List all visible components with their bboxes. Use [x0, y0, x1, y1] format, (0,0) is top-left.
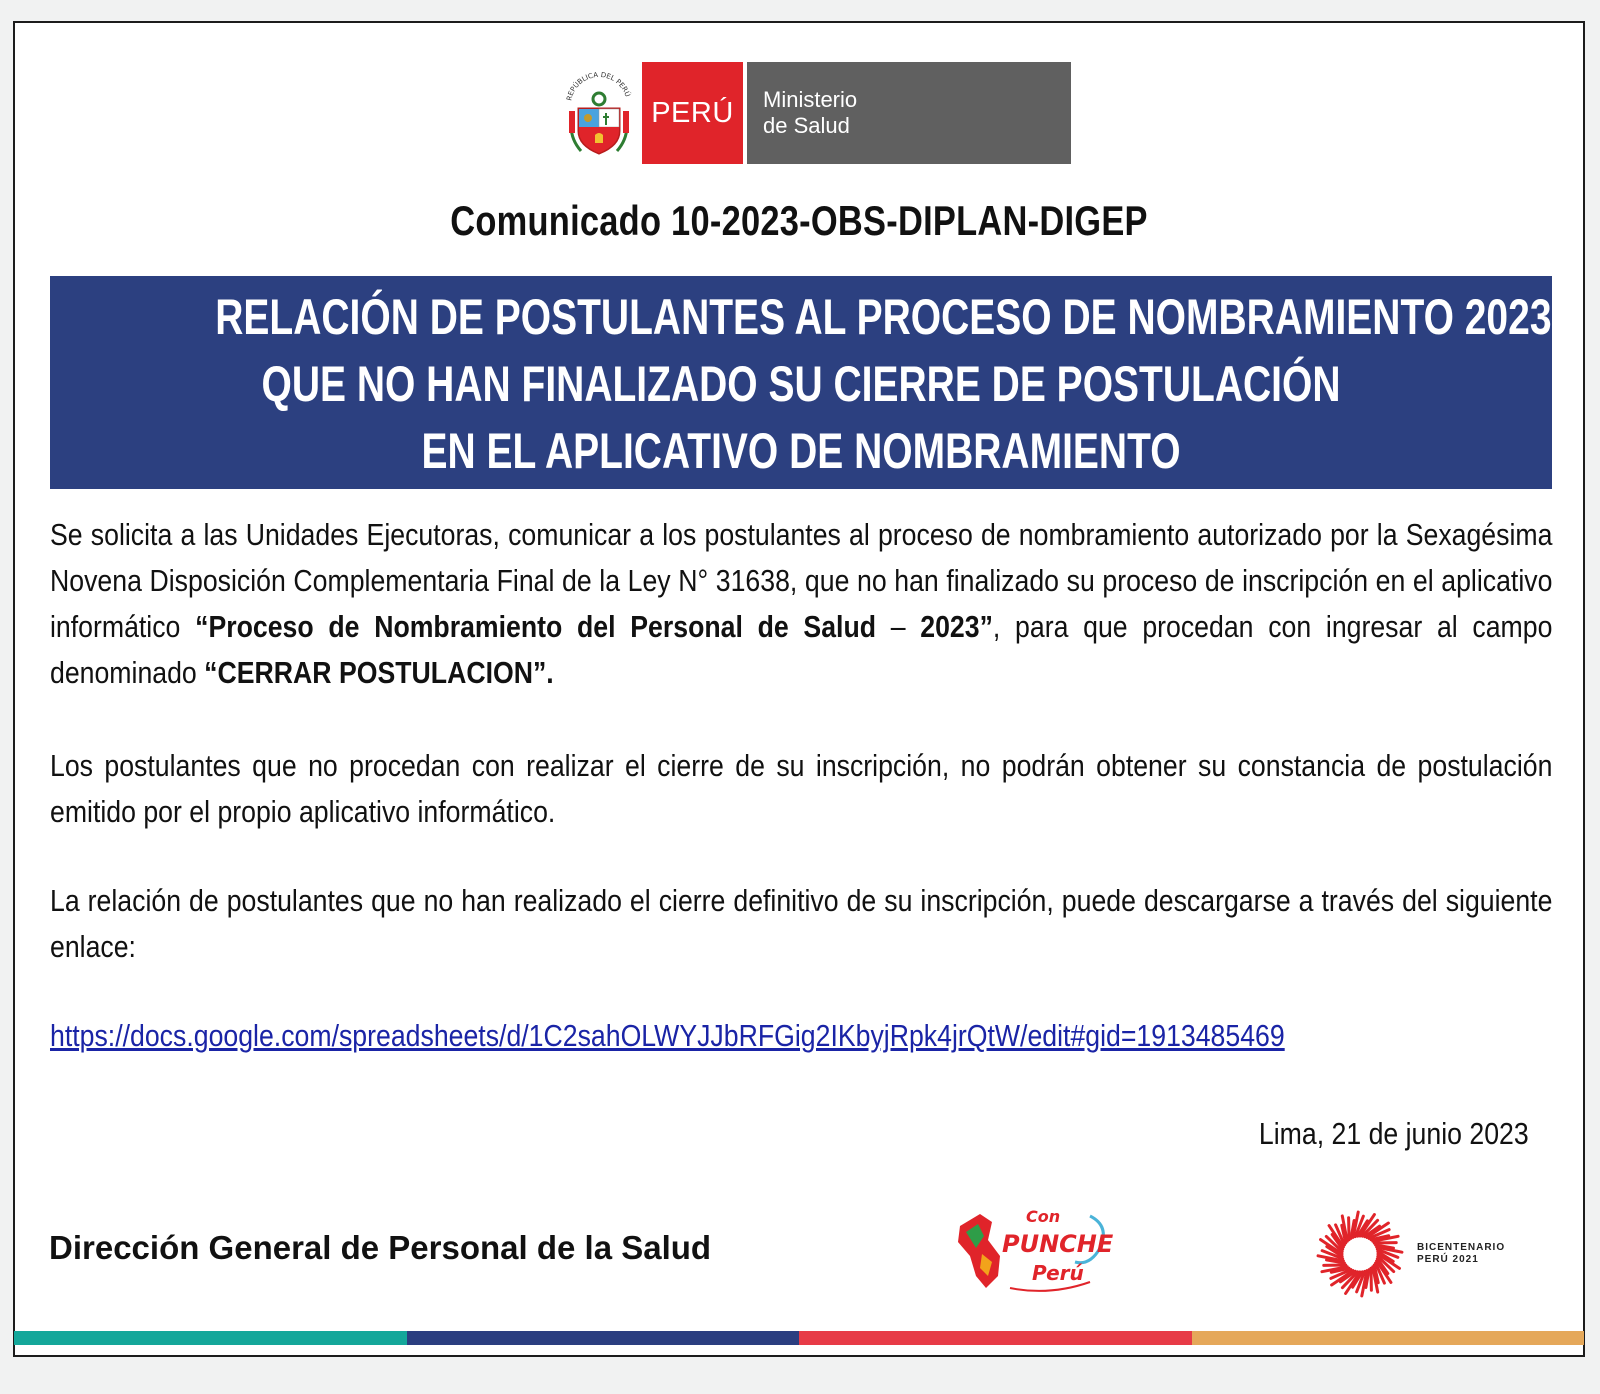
bicentenario-sun-icon: [1313, 1207, 1407, 1301]
paragraph-3: La relación de postulantes que no han realizado el cierre definitivo de su inscripción, puede descargarse a través del siguiente enlace:: [50, 883, 1553, 964]
bicentenario-line2: PERÚ 2021: [1417, 1254, 1479, 1265]
peru-label: PERÚ: [642, 62, 743, 164]
punche-con: Con: [1026, 1207, 1061, 1226]
ministry-line1: Ministerio: [763, 87, 858, 112]
svg-text:REPÚBLICA DEL PERÚ: REPÚBLICA DEL PERÚ: [565, 70, 632, 102]
ministry-label: [747, 62, 1071, 164]
banner-line3: EN EL APLICATIVO DE NOMBRAMIENTO: [421, 423, 1181, 479]
p1-text-b: , para que procedan con ingresar al campo denominado: [50, 609, 1553, 690]
ministry-line2: de Salud: [763, 113, 850, 138]
stripe-gold: [1192, 1331, 1585, 1345]
paragraph-2: Los postulantes que no procedan con realizar el cierre de su inscripción, no podrán obtener su constancia de postulación emitido por el propio aplicativo informático.: [50, 748, 1553, 829]
title-banner: [50, 276, 1552, 489]
color-stripe: [14, 1331, 1584, 1345]
con-punche-peru-logo: [940, 1196, 1120, 1306]
document-page: [13, 21, 1585, 1357]
p1-bold-a: “Proceso de Nombramiento del Personal de Salud: [195, 609, 877, 644]
minsa-header-logo: [556, 62, 1071, 164]
p1-bold-c: “CERRAR POSTULACION”.: [204, 655, 554, 690]
date-line: Lima, 21 de junio 2023: [1259, 1116, 1529, 1151]
spreadsheet-link[interactable]: https://docs.google.com/spreadsheets/d/1C2sahOLWYJJbRFGig2IKbyjRpk4jrQtW/edit#gid=1913485469: [50, 1018, 1285, 1053]
bicentenario-logo: [1313, 1199, 1533, 1309]
p1-bold-b: 2023”: [920, 609, 993, 644]
stripe-navy: [407, 1331, 800, 1345]
bicentenario-line1: BICENTENARIO: [1417, 1242, 1506, 1253]
punche-main: PUNCHE: [1002, 1230, 1114, 1258]
banner-line1: RELACIÓN DE POSTULANTES AL PROCESO DE NOMBRAMIENTO 2023: [215, 289, 1552, 345]
p1-dash: –: [876, 609, 921, 644]
stripe-red: [799, 1331, 1192, 1345]
paragraph-1: [50, 512, 1552, 696]
bicentenario-text: [1417, 1242, 1505, 1266]
stripe-teal: [14, 1331, 407, 1345]
footer-organization: Dirección General de Personal de la Salud: [49, 1229, 712, 1266]
peru-coat-of-arms-icon: [556, 62, 642, 164]
p1-text-a: Se solicita a las Unidades Ejecutoras, comunicar a los postulantes al proceso de nombramiento autorizado por la Sexagésima Novena Disposición Complementaria Final de la Ley N° 31638, que no han finalizado su proceso de inscripción en el aplicativo informático: [50, 517, 1553, 644]
banner-line2: QUE NO HAN FINALIZADO SU CIERRE DE POSTULACIÓN: [261, 356, 1341, 412]
comunicado-title: Comunicado 10-2023-OBS-DIPLAN-DIGEP: [450, 197, 1148, 244]
punche-peru: Perú: [1032, 1261, 1084, 1285]
